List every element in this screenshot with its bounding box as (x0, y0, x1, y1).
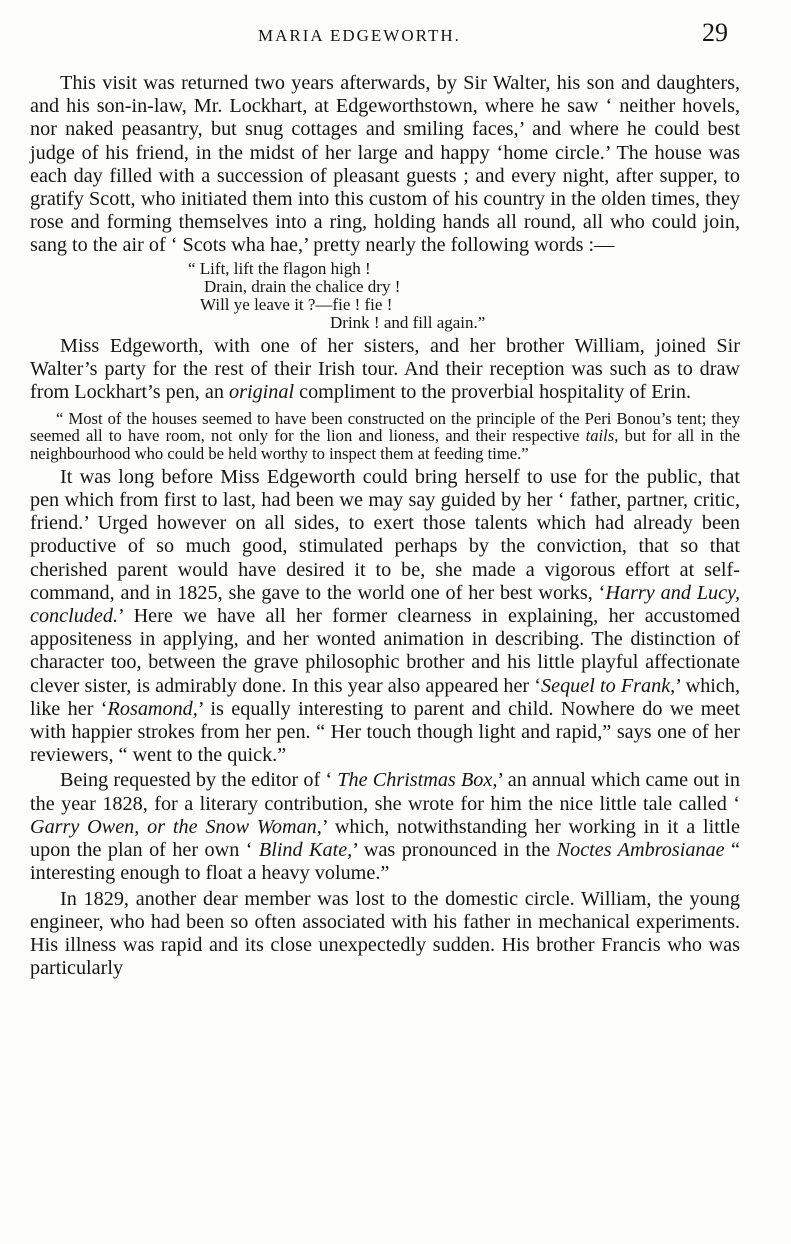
verse-line: Will ye leave it ?—fie ! fie ! (200, 294, 393, 314)
paragraph-harry-and-lucy: It was long before Miss Edgeworth could bring herself to use for the public, that pen which from first to last, had been we may say guided by her ‘ father, partner, critic, friend.’ Urged however on all sides, to exert those talents which had already been productive of so much good, stimulated perhaps by the conviction, that so that cherished parent would have desired it to be, she made a vigorous effort at self-command, and in 1825, she gave to the world one of her best works, ‘Harry and Lucy, concluded.’ Here we have all her former clearness in explaining, her accustomed appositeness in applying, and her wonted animation in describing. The distinction of character too, between the grave philosophic brother and his little playful affectionate clever sister, is admirably done. In this year also appeared her ‘Sequel to Frank,’ which, like her ‘Rosamond,’ is equally interesting to parent and child. Nowhere do we meet with happier strokes from her pen. “ Her touch though light and rapid,” says one of her reviewers, “ went to the quick.” (30, 465, 740, 767)
running-head: MARIA EDGEWORTH. (258, 26, 461, 45)
song-verse (30, 260, 740, 332)
paragraph-1829: In 1829, another dear member was lost to the domestic circle. William, the young engineer, who had been so often associated with his father in mechanical experiments. His illness was rapid and its close unexpectedly sudden. His brother Francis who was particularly (30, 887, 740, 980)
verse-line: Drain, drain the chalice dry ! (204, 276, 401, 296)
paragraph-christmas-box: Being requested by the editor of ‘ The Christmas Box,’ an annual which came out in the year 1828, for a literary contribution, she wrote for him the nice little tale called ‘ Garry Owen, or the Snow Woman,’ which, notwithstanding her working in it a little upon the plan of her own ‘ Blind Kate,’ was pronounced in the Noctes Ambrosianae “ interesting enough to float a heavy volume.” (30, 769, 740, 885)
verse-line: “ Lift, lift the flagon high ! (188, 258, 371, 278)
paragraph-irish-tour: Miss Edgeworth, with one of her sisters, and her brother William, joined Sir Walter’s party for the rest of their Irish tour. And their reception was such as to draw from Lockhart’s pen, an original compliment to the proverbial hospitality of Erin. (30, 334, 740, 404)
body-text (30, 72, 740, 980)
verse-line: Drink ! and fill again.” (330, 312, 486, 332)
paragraph-scott-visit: This visit was returned two years afterwards, by Sir Walter, his son and daughters, and his son-in-law, Mr. Lockhart, at Edgeworthstown, where he saw ‘ neither hovels, nor naked peasantry, but snug cottages and smiling faces,’ and where he could best judge of his friend, in the midst of her large and happy ‘home circle.’ The house was each day filled with a succession of pleasant guests ; and every night, after supper, to gratify Scott, who initiated them into this custom of his country in the olden times, they rose and forming themselves into a ring, holding hands all round, all who could join, sang to the air of ‘ Scots wha hae,’ pretty nearly the following words :— (30, 72, 740, 257)
lockhart-quote: “ Most of the houses seemed to have been constructed on the principle of the Peri Bonou’s tent; they seemed all to have room, not only for the lion and lioness, and their respective tails, but for all in the neighbourhood who could be held worthy to inspect them at feeding time.” (30, 409, 740, 463)
page-number: 29 (702, 18, 728, 47)
